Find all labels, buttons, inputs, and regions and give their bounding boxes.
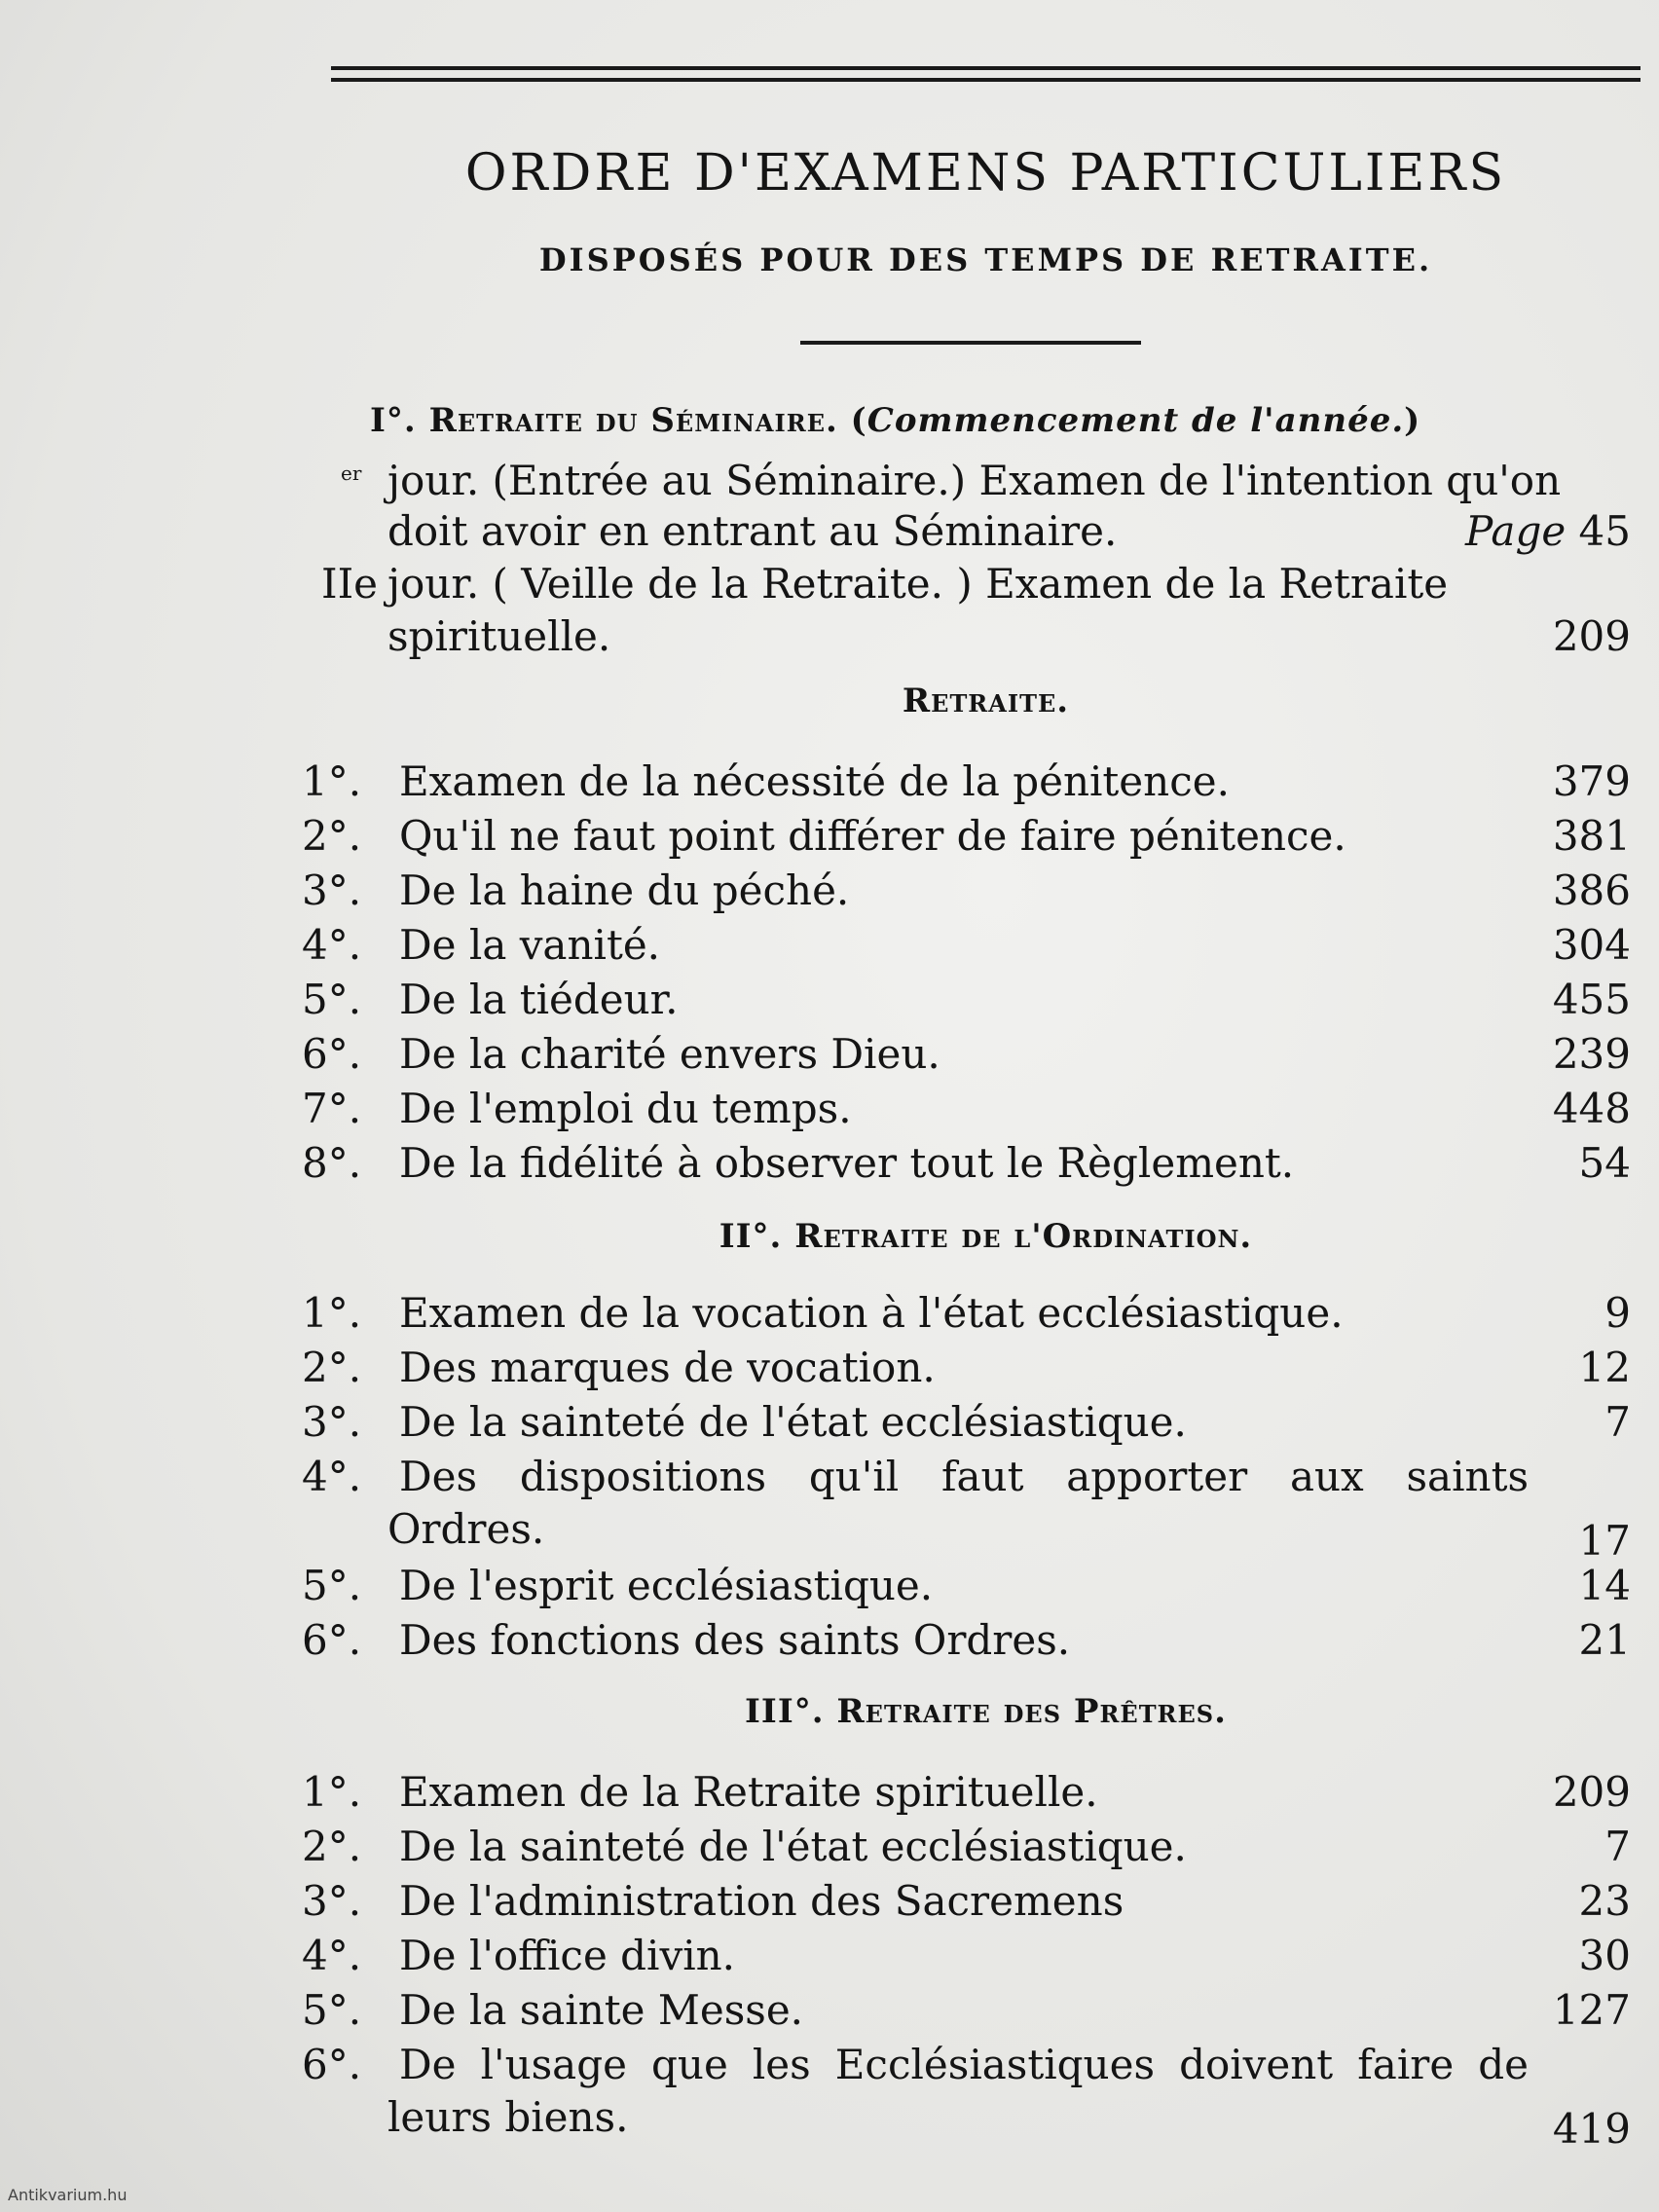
list-item-cont (302, 2092, 1631, 2153)
list-item (302, 866, 1631, 916)
item-text: Examen de la Retraite spirituelle. (399, 1768, 1098, 1816)
item-number: 5°. (302, 976, 362, 1023)
item-number: 4°. (302, 1453, 362, 1500)
item-number: 2°. (302, 812, 362, 860)
list-item (302, 1931, 1631, 1981)
item-text: De l'office divin. (399, 1932, 736, 1979)
list-item (302, 1767, 1631, 1818)
section-1-heading-italic: Commencement de l'année. (866, 401, 1405, 440)
item-number: 5°. (302, 1562, 362, 1609)
page-number: 304 (1552, 921, 1631, 969)
item-number: 7°. (302, 1085, 362, 1132)
page-number: 21 (1578, 1616, 1631, 1664)
section-1-entry-1-cont (302, 506, 1631, 557)
item-text: Des dispositions qu'il faut apporter aux saints (399, 1453, 1529, 1500)
item-text: Qu'il ne faut point différer de faire pénitence. (399, 812, 1346, 860)
page-subtitle: DISPOSÉS POUR DES TEMPS DE RETRAITE. (538, 241, 1433, 278)
retraite-heading: Retraite. (902, 682, 1070, 720)
page-number: 381 (1552, 812, 1631, 860)
item-number: 3°. (302, 1877, 362, 1925)
list-item (302, 1452, 1631, 1502)
page-number: 455 (1552, 976, 1631, 1023)
page-number: 14 (1578, 1562, 1631, 1609)
item-text: Des marques de vocation. (399, 1344, 936, 1391)
list-item (302, 1288, 1631, 1339)
item-number: 8°. (302, 1139, 362, 1187)
item-text: De la tiédeur. (399, 976, 679, 1023)
item-text: De l'usage que les Ecclésiastiques doivent faire de (399, 2041, 1529, 2088)
entry-text: jour. (Entrée au Séminaire.) Examen de l'intention qu'on (387, 457, 1562, 504)
item-number: 3°. (302, 1398, 362, 1446)
entry-text-cont: spirituelle. (387, 612, 611, 660)
item-number: 5°. (302, 1986, 362, 2034)
list-item (302, 1822, 1631, 1872)
list-item-cont (302, 1504, 1631, 1565)
list-item (302, 1084, 1631, 1134)
entry-number: IIe (321, 560, 379, 608)
page-number: 239 (1552, 1030, 1631, 1078)
page-number: 45 (1578, 507, 1631, 555)
item-number: 2°. (302, 1823, 362, 1870)
page-number: 379 (1552, 757, 1631, 805)
item-number: 4°. (302, 921, 362, 969)
page-number: 54 (1578, 1139, 1631, 1187)
item-text: De l'esprit ecclésiastique. (399, 1562, 934, 1609)
page-number: 7 (1604, 1823, 1631, 1870)
section-1-entry-2-cont (302, 611, 1631, 662)
item-number: 1°. (302, 757, 362, 805)
section-1-heading (370, 401, 1659, 440)
item-text: De la sainteté de l'état ecclésiastique. (399, 1823, 1187, 1870)
item-text: Examen de la vocation à l'état ecclésiastique. (399, 1289, 1344, 1337)
list-item (302, 2040, 1631, 2090)
page-number: 9 (1604, 1289, 1631, 1337)
item-text-cont: leurs biens. (387, 2093, 629, 2141)
list-item (302, 1615, 1631, 1666)
page-number: 23 (1578, 1877, 1631, 1925)
item-text: De la charité envers Dieu. (399, 1030, 940, 1078)
list-item (302, 1029, 1631, 1080)
section-1-entry-2 (302, 559, 1631, 609)
item-number: 6°. (302, 2041, 362, 2088)
top-rule-2 (331, 78, 1641, 82)
section-1-heading-prefix: I°. Retraite du Séminaire. ( (370, 401, 867, 440)
page-number: 386 (1552, 866, 1631, 914)
page-number: 209 (1552, 612, 1631, 660)
item-text: De la fidélité à observer tout le Règlement. (399, 1139, 1295, 1187)
pretres-heading: III°. Retraite des Prêtres. (745, 1692, 1227, 1731)
list-item (302, 1985, 1631, 2036)
item-number: 6°. (302, 1030, 362, 1078)
item-text: Des fonctions des saints Ordres. (399, 1616, 1071, 1664)
list-item (302, 975, 1631, 1025)
item-number: 3°. (302, 866, 362, 914)
page-number: 30 (1578, 1932, 1631, 1979)
page-title: ORDRE D'EXAMENS PARTICULIERS (464, 144, 1507, 203)
page-number: 419 (1552, 2105, 1631, 2153)
item-number: 1°. (302, 1768, 362, 1816)
top-rule-1 (331, 66, 1641, 70)
entry-number: er (341, 461, 362, 485)
page-number: 7 (1604, 1398, 1631, 1446)
list-item (302, 920, 1631, 971)
item-text: Examen de la nécessité de la pénitence. (399, 757, 1230, 805)
page-number: 12 (1578, 1344, 1631, 1391)
entry-text-cont: doit avoir en entrant au Séminaire. (387, 507, 1118, 555)
item-number: 1°. (302, 1289, 362, 1337)
list-item (302, 1343, 1631, 1393)
item-text: De l'emploi du temps. (399, 1085, 852, 1132)
section-1-heading-suffix: ) (1404, 401, 1421, 440)
item-text: De la sainteté de l'état ecclésiastique. (399, 1398, 1187, 1446)
list-item (302, 811, 1631, 862)
item-number: 6°. (302, 1616, 362, 1664)
item-text: De la vanité. (399, 921, 661, 969)
page-number: 448 (1552, 1085, 1631, 1132)
page-number: 127 (1552, 1986, 1631, 2034)
list-item (302, 1397, 1631, 1448)
item-text: De la sainte Messe. (399, 1986, 804, 2034)
list-item (302, 1876, 1631, 1927)
item-text-cont: Ordres. (387, 1505, 545, 1553)
page-number: 209 (1552, 1768, 1631, 1816)
page-number: 17 (1578, 1517, 1631, 1565)
title-divider (800, 341, 1141, 345)
list-item (302, 756, 1631, 807)
list-item (302, 1561, 1631, 1611)
item-number: 4°. (302, 1932, 362, 1979)
item-text: De la haine du péché. (399, 866, 850, 914)
list-item (302, 1138, 1631, 1189)
entry-text: jour. ( Veille de la Retraite. ) Examen de la Retraite (387, 560, 1449, 608)
item-text: De l'administration des Sacremens (399, 1877, 1124, 1925)
ordination-heading: II°. Retraite de l'Ordination. (719, 1217, 1253, 1256)
section-1-entry-1 (302, 456, 1631, 506)
watermark: Antikvarium.hu (8, 2186, 128, 2204)
item-number: 2°. (302, 1344, 362, 1391)
page-label: Page (1465, 507, 1567, 555)
